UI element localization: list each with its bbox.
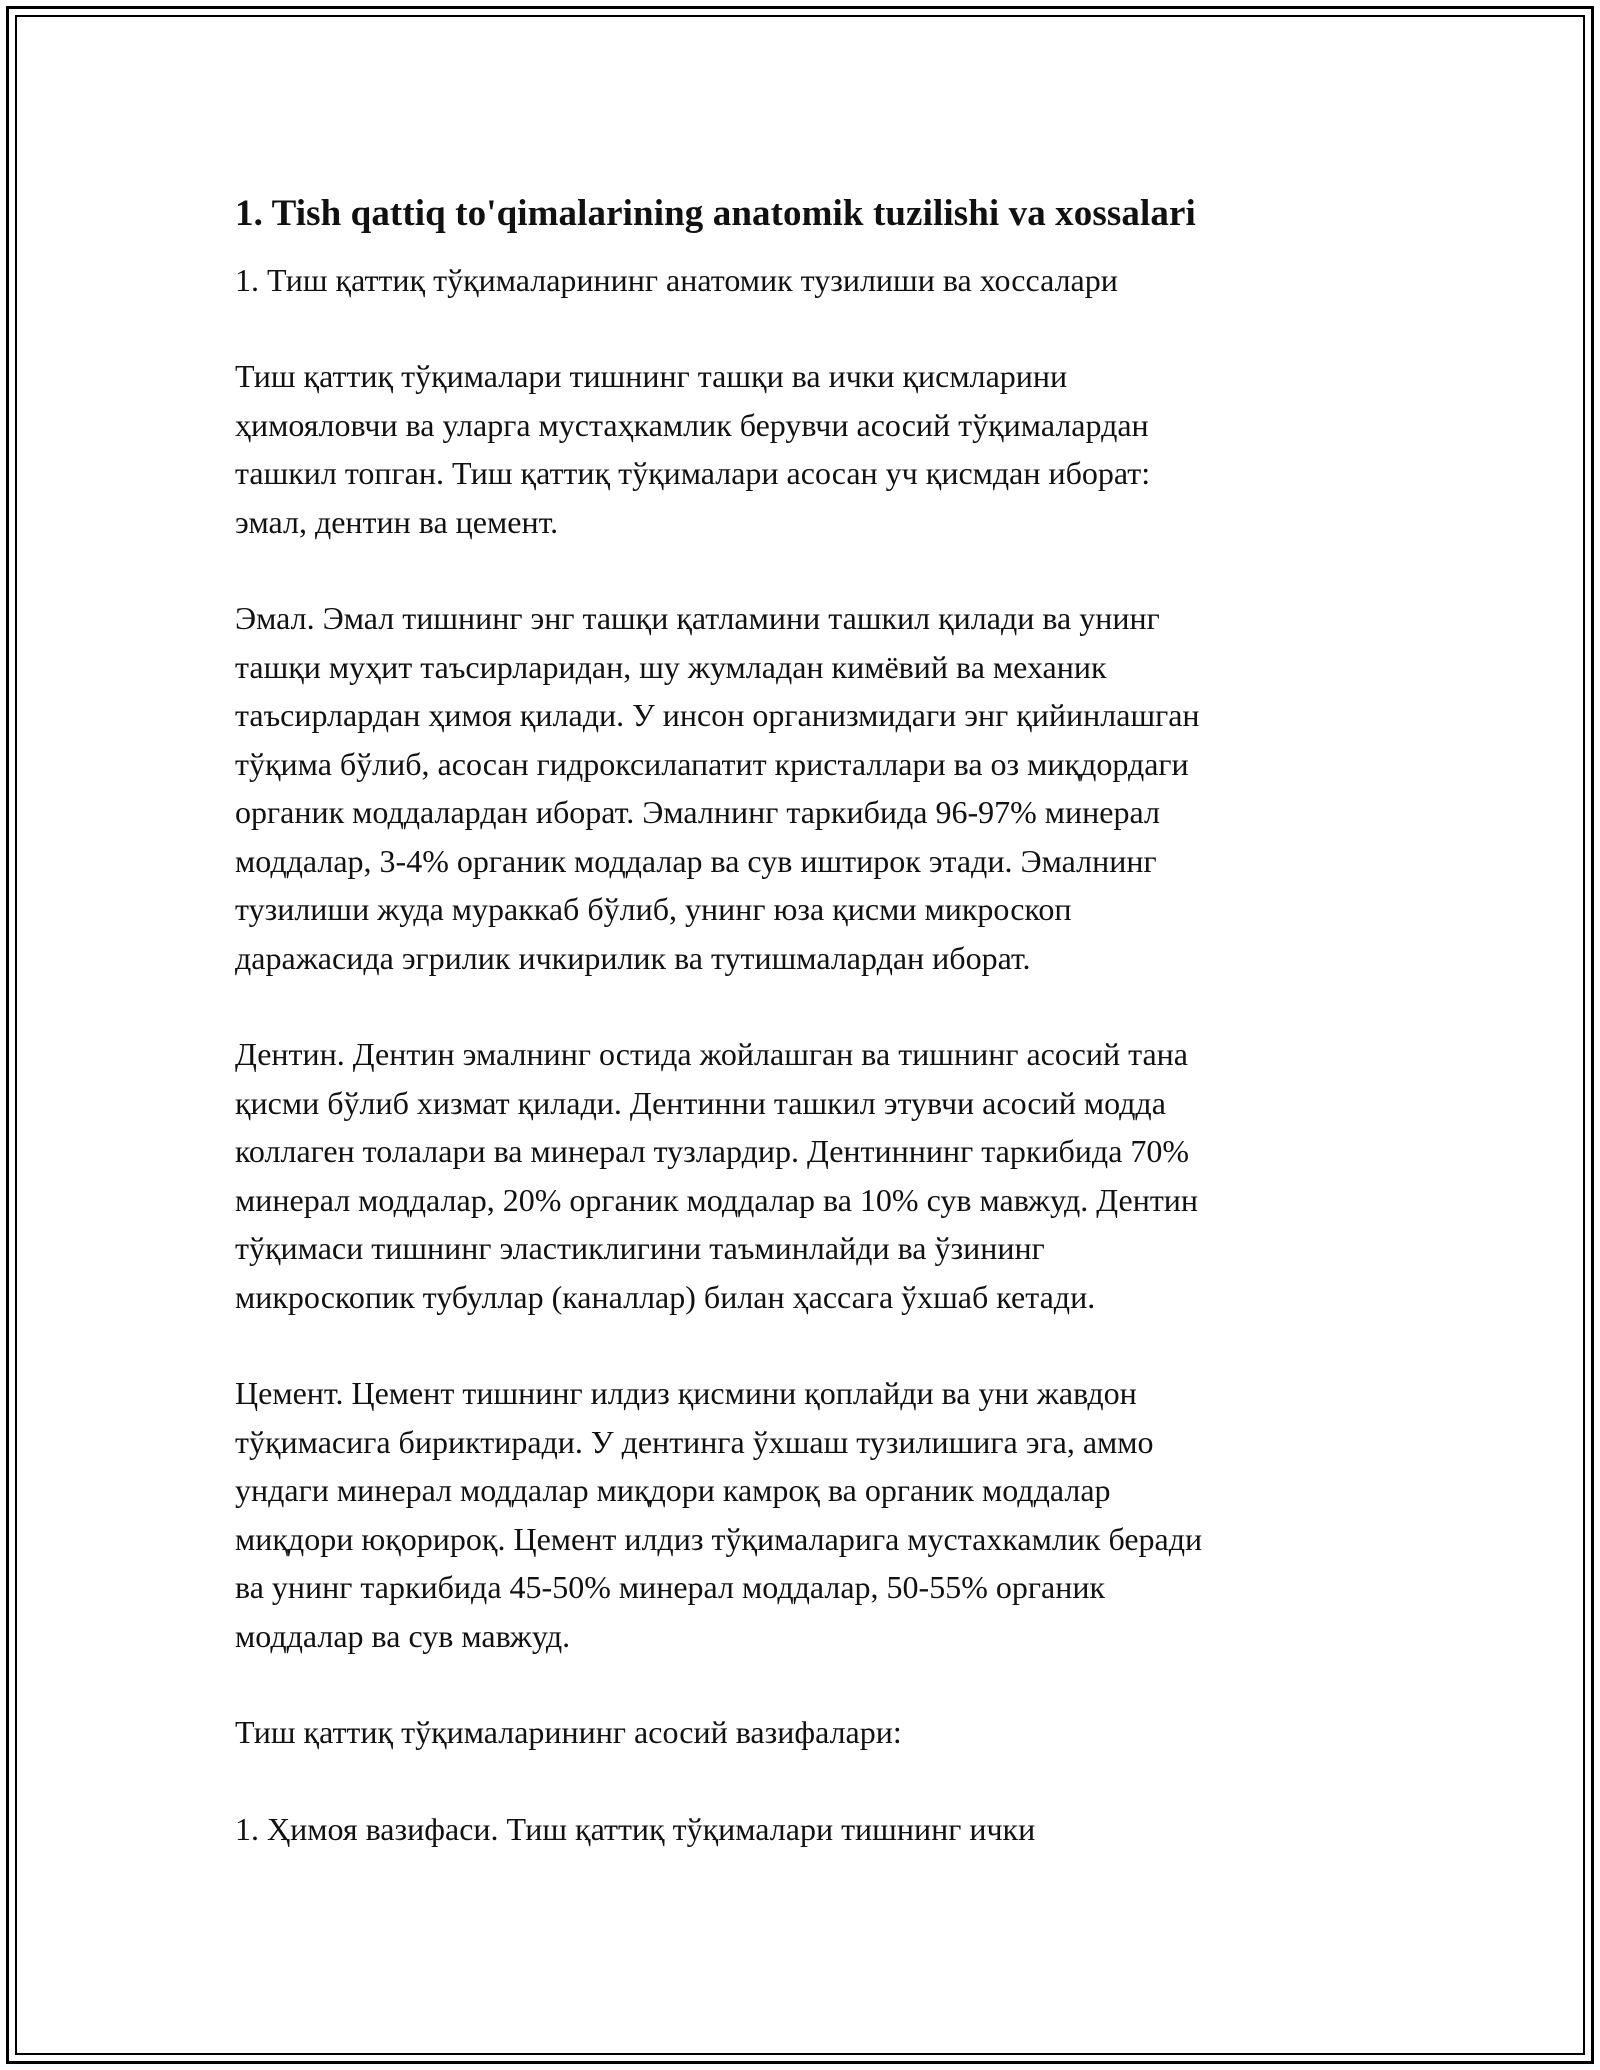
paragraph-line: Тиш қаттиқ тўқималарининг асосий вазифалари: [235,1714,902,1750]
document-body [235,186,1370,1853]
paragraph-line: минерал моддалар, 20% органик моддалар ва 10% сув мавжуд. Дентин [235,1181,1199,1218]
paragraph-line: органик моддалардан иборат. Эмалнинг таркибида 96-97% минерал [235,794,1160,830]
paragraph-line: даражасида эгрилик ичкирилик ва тутишмалардан иборат. [235,939,1031,976]
paragraph-line: ташқи муҳит таъсирларидан, шу жумладан кимёвий ва механик [235,648,1107,685]
paragraph-line: тўқима бўлиб, асосан гидроксилапатит кристаллари ва оз миқдордаги [235,745,1189,782]
paragraph-line: таъсирлардан ҳимоя қилади. У инсон организмидаги энг қийинлашган [235,697,1200,733]
paragraph-list [235,352,1370,1853]
paragraph [235,1805,1370,1854]
paragraph-line: моддалар ва сув мавжуд. [235,1617,571,1654]
paragraph-line: тўқимасига бириктиради. У дентинга ўхшаш тузилишига эга, аммо [235,1423,1154,1460]
document-title: 1. Tish qattiq to'qimalarining anatomik tuzilishi va xossalari [235,193,1196,234]
paragraph [235,1708,1370,1757]
paragraph-line: 1. Ҳимоя вазифаси. Тиш қаттиқ тўқималари тишнинг ички [235,1810,1036,1847]
paragraph-line: микроскопик тубуллар (каналлар) билан ҳассага ўхшаб кетади. [235,1278,1096,1315]
paragraph-line: тузилиши жуда мураккаб бўлиб, унинг юза қисми микроскоп [235,891,1072,927]
paragraph-line: ва унинг таркибида 45-50% минерал моддалар, 50-55% органик [235,1569,1105,1605]
paragraph-line: Дентин. Дентин эмалнинг остида жойлашган ва тишнинг асосий тана [235,1036,1188,1072]
paragraph-line: қисми бўлиб хизмат қилади. Дентинни ташкил этувчи асосий модда [235,1084,1166,1121]
paragraph-line: Цемент. Цемент тишнинг илдиз қисмини қоплайди ва уни жавдон [235,1375,1137,1411]
paragraph-line: эмал, дентин ва цемент. [235,503,559,540]
paragraph [235,1030,1370,1321]
paragraph-line: ташкил топган. Тиш қаттиқ тўқималари асосан уч қисмдан иборат: [235,455,1151,491]
document-subtitle: 1. Тиш қаттиқ тўқималарининг анатомик тузилиши ва хоссалари [235,262,1118,298]
paragraph-line: ҳимояловчи ва уларга мустаҳкамлик берувчи асосий тўқималардан [235,406,1149,443]
paragraph-line: тўқимаси тишнинг эластиклигини таъминлайди ва ўзининг [235,1230,1045,1266]
paragraph-line: Тиш қаттиқ тўқималари тишнинг ташқи ва ички қисмларини [235,358,1068,394]
paragraph-line: миқдори юқорироқ. Цемент илдиз тўқималарига мустахкамлик беради [235,1520,1203,1557]
paragraph [235,352,1370,546]
paragraph [235,1369,1370,1660]
paragraph-line: коллаген толалари ва минерал тузлардир. Дентиннинг таркибида 70% [235,1133,1190,1169]
paragraph-line: Эмал. Эмал тишнинг энг ташқи қатламини ташкил қилади ва унинг [235,600,1160,636]
paragraph-line: моддалар, 3-4% органик моддалар ва сув иштирок этади. Эмалнинг [235,842,1157,879]
paragraph-line: ундаги минерал моддалар миқдори камроқ ва органик моддалар [235,1472,1111,1508]
paragraph [235,594,1370,982]
